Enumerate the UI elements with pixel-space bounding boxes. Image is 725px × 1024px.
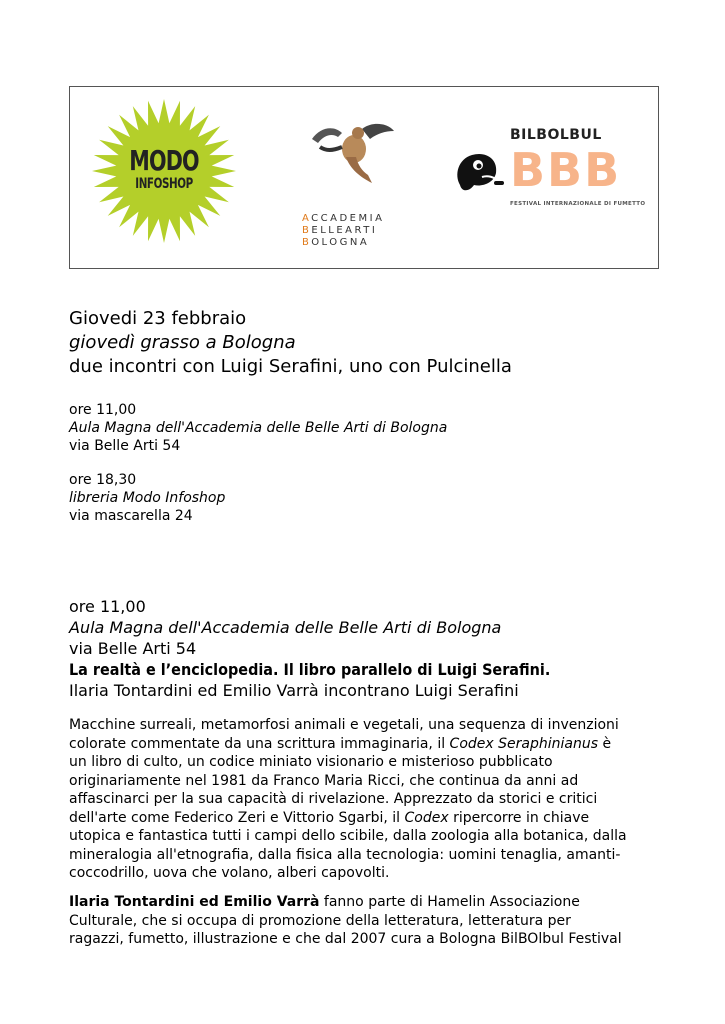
paragraph-line: Macchine surreali, metamorfosi animali e vegetali, una sequenza di invenzioni	[69, 717, 619, 733]
event-2-place: libreria Modo Infoshop	[69, 490, 226, 506]
modo-infoshop-logo	[90, 97, 238, 245]
detail-subtitle: Ilaria Tontardini ed Emilio Varrà incontrano Luigi Serafini	[69, 681, 519, 700]
modo-logo-line2: INFOSHOP	[135, 176, 193, 192]
detail-time: ore 11,00	[69, 597, 146, 616]
event-2-address: via mascarella 24	[69, 508, 193, 524]
paragraph-line: Ilaria Tontardini ed Emilio Varrà fanno parte di Hamelin Associazione	[69, 894, 580, 910]
accademia-initial-1: A	[302, 213, 312, 224]
event-2-time: ore 18,30	[69, 472, 137, 488]
authors-names: Ilaria Tontardini ed Emilio Varrà	[69, 894, 320, 910]
mascot-icon	[452, 145, 508, 197]
paragraph-line: originariamente nel 1981 da Franco Maria Ricci, che continua da anni ad	[69, 772, 579, 789]
event-1-time: ore 11,00	[69, 402, 137, 418]
paragraph-line: coccodrillo, uova che volano, alberi capovolti.	[69, 865, 390, 881]
codex-short: Codex	[404, 809, 449, 826]
event-1-address: via Belle Arti 54	[69, 438, 181, 454]
bilbolbul-logo	[450, 123, 646, 233]
paragraph-line: affascinarci per la sua capacità di rivelazione. Apprezzato da storici e critici	[69, 791, 598, 807]
paragraph-line: un libro di culto, un codice miniato visionario e misterioso pubblicato	[69, 754, 553, 770]
codex-title: Codex Seraphinianus	[449, 735, 598, 752]
angel-figure-icon	[302, 117, 402, 187]
event-1-place: Aula Magna dell'Accademia delle Belle Arti di Bologna	[69, 420, 448, 436]
accademia-logo	[302, 117, 402, 257]
accademia-word-1: CCADEMIA	[311, 213, 385, 224]
event-date-heading: Giovedi 23 febbraio	[69, 308, 247, 329]
detail-address: via Belle Arti 54	[69, 639, 197, 658]
bilbolbul-title: BILBOLBUL	[510, 127, 602, 143]
event-occasion-heading: giovedì grasso a Bologna	[69, 332, 296, 353]
detail-place: Aula Magna dell'Accademia delle Belle Arti di Bologna	[69, 618, 502, 637]
event-summary-heading: due incontri con Luigi Serafini, uno con Pulcinella	[69, 356, 512, 377]
detail-title: La realtà e l’enciclopedia. Il libro parallelo di Luigi Serafini.	[69, 660, 551, 679]
accademia-initial-2: B	[302, 225, 312, 236]
paragraph-line: dell'arte come Federico Zeri e Vittorio Sgarbi, il Codex ripercorre in chiave	[69, 809, 590, 826]
accademia-initial-3: B	[302, 237, 312, 248]
paragraph-line: ragazzi, fumetto, illustrazione e che dal 2007 cura a Bologna BilBOlbul Festival	[69, 931, 622, 947]
modo-logo-line1: MODO	[129, 144, 199, 177]
paragraph-line: mineralogia all'etnografia, dalla fisica alla tecnologia: uomini tenaglia, amanti-	[69, 846, 621, 863]
accademia-word-3: OLOGNA	[311, 237, 370, 248]
description-paragraph	[69, 716, 659, 883]
paragraph-line: utopica e fantastica tutti i campi dello scibile, dalla zoologia alla botanica, dalla	[69, 828, 627, 844]
paragraph-line: colorate commentate da una scrittura immaginaria, il Codex Seraphinianus è	[69, 735, 612, 752]
bilbolbul-subtitle: FESTIVAL INTERNAZIONALE DI FUMETTO	[510, 201, 646, 207]
authors-paragraph	[69, 893, 659, 949]
accademia-word-2: ELLEARTI	[311, 225, 378, 236]
bilbolbul-letters: BBB	[510, 143, 622, 197]
logo-banner	[69, 86, 659, 269]
paragraph-line: Culturale, che si occupa di promozione della letteratura, letteratura per	[69, 912, 571, 929]
